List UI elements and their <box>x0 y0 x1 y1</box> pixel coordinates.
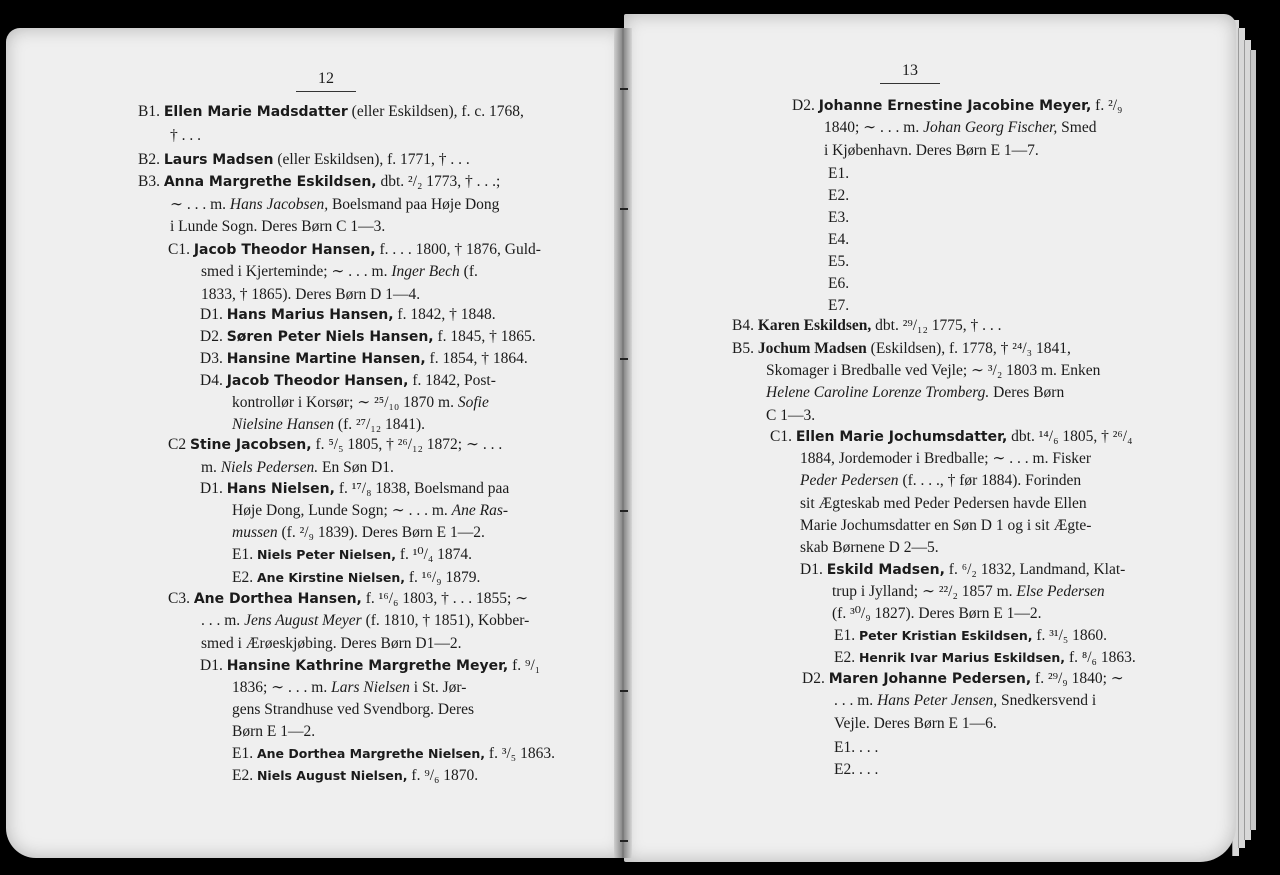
text-segment: D3. <box>200 350 227 367</box>
text-segment: i St. Jør- <box>409 679 467 696</box>
person-name: Stine Jacobsen, <box>189 437 312 453</box>
text-segment: i Lunde Sogn. Deres Børn C 1—3. <box>170 218 386 235</box>
left-text-line <box>168 591 528 607</box>
text-segment: f. ⁹/₆ 1870. <box>407 767 479 784</box>
text-segment: f. ¹⁰/₄ 1874. <box>395 546 473 563</box>
left-text-line <box>232 746 555 762</box>
text-segment: . . . m. <box>834 692 878 709</box>
right-text-line <box>824 120 1096 136</box>
text-segment: E2. <box>828 187 850 204</box>
person-name: Johanne Ernestine Jacobine Meyer, <box>818 98 1092 114</box>
text-segment: C1. <box>168 241 194 258</box>
right-text-line <box>766 385 1064 401</box>
binding-stitch <box>620 510 628 512</box>
left-text-line <box>201 460 394 476</box>
person-name: Jacob Theodor Hansen, <box>226 373 409 389</box>
text-segment: C2 <box>168 436 190 453</box>
right-text-line <box>824 143 1039 159</box>
right-text-line <box>732 318 1002 334</box>
left-text-line <box>201 264 478 280</box>
text-segment: skab Børnene D 2—5. <box>800 539 939 556</box>
text-segment: f. ⁸/₆ 1863. <box>1065 649 1136 666</box>
person-name: Hansine Kathrine Margrethe Meyer, <box>226 658 509 674</box>
text-segment: gens Strandhuse ved Svendborg. Deres <box>232 701 475 718</box>
person-name: Jochum Madsen <box>757 340 867 357</box>
text-segment: f. ¹⁶/₉ 1879. <box>405 569 481 586</box>
text-segment: E2. <box>232 767 257 784</box>
binding-stitch <box>620 840 628 842</box>
person-name: Ellen Marie Jochumsdatter, <box>795 429 1008 445</box>
right-text-line <box>834 740 878 756</box>
left-text-line <box>168 437 502 453</box>
text-segment: smed i Ærøeskjøbing. Deres Børn D1—2. <box>201 635 462 652</box>
text-segment: (f. ³⁰/₉ 1827). Deres Børn E 1—2. <box>832 605 1042 622</box>
person-name: Ane Kirstine Nielsen, <box>256 570 406 585</box>
right-text-line <box>834 628 1107 644</box>
spouse-name: Johan Georg Fischer, <box>923 119 1058 136</box>
left-text-line <box>170 128 201 144</box>
text-segment: E7. <box>828 297 850 314</box>
person-name: Niels August Nielsen, <box>256 768 408 783</box>
text-segment: C3. <box>168 590 194 607</box>
left-text-line <box>170 197 499 213</box>
text-segment: Skomager i Bredballe ved Vejle; ∼ ³/₂ 1803 m. Enken <box>766 362 1101 379</box>
text-segment: E1. <box>828 165 850 182</box>
right-text-line <box>828 276 849 292</box>
left-text-line <box>232 702 474 718</box>
right-text-line <box>832 606 1042 622</box>
text-segment: E2. <box>232 569 257 586</box>
right-text-line <box>800 518 1091 534</box>
text-segment: Boelsmand paa Høje Dong <box>328 196 500 213</box>
right-text-line <box>766 363 1100 379</box>
text-segment: ∼ . . . m. <box>170 196 230 213</box>
spouse-name: Helene Caroline Lorenze Tromberg. <box>766 384 990 401</box>
spouse-name: Niels Pedersen. <box>220 459 319 476</box>
left-text-line <box>201 636 461 652</box>
person-name: Hansine Martine Hansen, <box>226 351 426 367</box>
person-name: Ane Dorthea Margrethe Nielsen, <box>256 746 486 761</box>
text-segment: m. <box>201 459 221 476</box>
right-text-line <box>834 693 1096 709</box>
right-text-line <box>834 762 878 778</box>
text-segment: 1884, Jordemoder i Bredballe; ∼ . . . m. Fisker <box>800 450 1092 467</box>
text-segment: dbt. ²/₂ 1773, † . . .; <box>376 173 501 190</box>
text-segment: trup i Jylland; ∼ ²²/₂ 1857 m. <box>832 583 1017 600</box>
text-segment: dbt. ¹⁴/₆ 1805, † ²⁶/₄ <box>1007 428 1133 445</box>
spouse-name: Jens August Meyer <box>244 612 362 629</box>
right-text-line <box>828 232 849 248</box>
text-segment: D1. <box>200 306 227 323</box>
spouse-name: Hans Peter Jensen, <box>877 692 998 709</box>
text-segment: 1836; ∼ . . . m. <box>232 679 332 696</box>
text-segment: Smed <box>1057 119 1097 136</box>
left-text-line <box>232 724 315 740</box>
left-text-line <box>201 287 420 303</box>
text-segment: f. ¹⁷/₈ 1838, Boelsmand paa <box>334 480 510 497</box>
text-segment: f. ³/₅ 1863. <box>485 745 555 762</box>
right-text-line <box>828 166 849 182</box>
person-name: Maren Johanne Pedersen, <box>828 671 1032 687</box>
person-name: Anna Margrethe Eskildsen, <box>163 174 377 190</box>
person-name: Peter Kristian Eskildsen, <box>858 628 1033 643</box>
text-segment: E2. . . . <box>834 761 879 778</box>
text-segment: (f. . . ., † før 1884). Forinden <box>898 472 1082 489</box>
text-segment: E1. . . . <box>834 739 879 756</box>
right-text-line <box>732 341 1071 357</box>
right-text-line <box>828 298 849 314</box>
binding-stitch <box>620 690 628 692</box>
text-segment: Snedkersvend i <box>997 692 1097 709</box>
left-text-line <box>138 152 470 168</box>
text-segment: † . . . <box>170 127 201 144</box>
person-name: Søren Peter Niels Hansen, <box>226 329 434 345</box>
text-segment: f. 1845, † 1865. <box>433 328 536 345</box>
right-text-line <box>828 254 849 270</box>
left-text-line <box>170 219 385 235</box>
spouse-name: Sofie <box>457 394 489 411</box>
right-text-line <box>800 451 1091 467</box>
person-name: Ane Dorthea Hansen, <box>193 591 362 607</box>
left-text-line <box>232 570 480 586</box>
text-segment: B2. <box>138 151 164 168</box>
right-text-line <box>800 562 1125 578</box>
left-text-line <box>168 242 541 258</box>
left-text-line <box>232 503 508 519</box>
spouse-name: Inger Bech <box>391 263 460 280</box>
left-text-line <box>232 680 466 696</box>
right-text-line <box>832 584 1105 600</box>
text-segment: smed i Kjerteminde; ∼ . . . m. <box>201 263 392 280</box>
binding-stitch <box>620 88 628 90</box>
left-text-line <box>232 417 425 433</box>
person-name: Niels Peter Nielsen, <box>256 547 396 562</box>
book-gutter <box>614 28 632 858</box>
text-segment: E6. <box>828 275 850 292</box>
left-text-line <box>200 373 496 389</box>
person-name: Jacob Theodor Hansen, <box>193 242 376 258</box>
text-segment: (eller Eskildsen), f. c. 1768, <box>347 103 524 120</box>
left-text-line <box>200 658 540 674</box>
text-segment: B3. <box>138 173 164 190</box>
person-name: Hans Marius Hansen, <box>226 307 394 323</box>
right-text-line <box>800 496 1087 512</box>
text-segment: Høje Dong, Lunde Sogn; ∼ . . . m. <box>232 502 452 519</box>
text-segment: Deres Børn <box>989 384 1065 401</box>
text-segment: B4. <box>732 317 758 334</box>
binding-stitch <box>620 358 628 360</box>
text-segment: Vejle. Deres Børn E 1—6. <box>834 715 997 732</box>
text-segment: E1. <box>232 546 257 563</box>
text-segment: f. ⁶/₂ 1832, Landmand, Klat- <box>944 561 1126 578</box>
person-name: Karen Eskildsen, <box>757 317 872 334</box>
text-segment: f. 1842, † 1848. <box>393 306 496 323</box>
right-text-line <box>828 210 849 226</box>
left-text-line <box>232 395 489 411</box>
text-segment: 1833, † 1865). Deres Børn D 1—4. <box>201 286 421 303</box>
spouse-name: Lars Nielsen <box>331 679 410 696</box>
text-segment: B1. <box>138 103 164 120</box>
spouse-name: Else Pedersen <box>1016 583 1105 600</box>
text-segment: B5. <box>732 340 758 357</box>
text-segment: D1. <box>800 561 827 578</box>
text-segment: sit Ægteskab med Peder Pedersen havde Ellen <box>800 495 1087 512</box>
text-segment: En Søn D1. <box>318 459 394 476</box>
right-text-line <box>770 429 1133 445</box>
text-segment: (Eskildsen), f. 1778, † ²⁴/₃ 1841, <box>866 340 1071 357</box>
spouse-name: Hans Jacobsen, <box>229 196 329 213</box>
right-text-line <box>800 473 1081 489</box>
binding-stitch <box>620 208 628 210</box>
left-text-line <box>138 174 500 190</box>
person-name: Hans Nielsen, <box>226 481 335 497</box>
text-segment: (f. 1810, † 1851), Kobber- <box>361 612 530 629</box>
text-segment: f. ²/₉ <box>1091 97 1123 114</box>
text-segment: i Kjøbenhavn. Deres Børn E 1—7. <box>824 142 1039 159</box>
text-segment: E4. <box>828 231 850 248</box>
left-text-line <box>200 329 536 345</box>
text-segment: D4. <box>200 372 227 389</box>
left-text-line <box>200 351 528 367</box>
text-segment: E5. <box>828 253 850 270</box>
text-segment: f. . . . 1800, † 1876, Guld- <box>375 241 541 258</box>
left-text-line <box>200 481 509 497</box>
text-segment: E2. <box>834 649 859 666</box>
text-segment: C1. <box>770 428 796 445</box>
left-page-number: 12 <box>296 70 356 92</box>
person-name: Eskild Madsen, <box>826 562 945 578</box>
text-segment: D2. <box>802 670 829 687</box>
left-text-line <box>232 547 472 563</box>
spouse-name: mussen <box>232 524 278 541</box>
text-segment: f. ³¹/₅ 1860. <box>1032 627 1108 644</box>
right-text-line <box>802 671 1124 687</box>
right-text-line <box>828 188 849 204</box>
right-page-number: 13 <box>880 62 940 84</box>
spouse-name: Nielsine Hansen <box>232 416 335 433</box>
text-segment: (f. ²/₉ 1839). Deres Børn E 1—2. <box>277 524 485 541</box>
text-segment: kontrollør i Korsør; ∼ ²⁵/₁₀ 1870 m. <box>232 394 458 411</box>
right-text-line <box>766 408 815 424</box>
text-segment: f. ⁹/₁ <box>508 657 541 674</box>
text-segment: f. ⁵/₅ 1805, † ²⁶/₁₂ 1872; ∼ . . . <box>311 436 503 453</box>
text-segment: D1. <box>200 657 227 674</box>
text-segment: f. 1842, Post- <box>408 372 496 389</box>
text-segment: C 1—3. <box>766 407 816 424</box>
text-segment: f. 1854, † 1864. <box>425 350 528 367</box>
page-edge <box>1250 50 1256 830</box>
text-segment: D2. <box>792 97 819 114</box>
text-segment: E1. <box>834 627 859 644</box>
text-segment: . . . m. <box>201 612 245 629</box>
text-segment: E1. <box>232 745 257 762</box>
left-text-line <box>232 768 478 784</box>
right-text-line <box>792 98 1122 114</box>
text-segment: Børn E 1—2. <box>232 723 316 740</box>
text-segment: f. ²⁹/₉ 1840; ∼ <box>1031 670 1124 687</box>
text-segment: dbt. ²⁹/₁₂ 1775, † . . . <box>871 317 1002 334</box>
text-segment: E3. <box>828 209 850 226</box>
person-name: Henrik Ivar Marius Eskildsen, <box>858 650 1066 665</box>
left-text-line <box>138 104 524 120</box>
spouse-name: Ane Ras- <box>451 502 509 519</box>
text-segment: (f. <box>459 263 478 280</box>
text-segment: D2. <box>200 328 227 345</box>
right-text-line <box>800 540 939 556</box>
text-segment: f. ¹⁶/₆ 1803, † . . . 1855; ∼ <box>361 590 529 607</box>
text-segment: 1840; ∼ . . . m. <box>824 119 924 136</box>
text-segment: Marie Jochumsdatter en Søn D 1 og i sit Ægte- <box>800 517 1092 534</box>
person-name: Ellen Marie Madsdatter <box>163 104 348 120</box>
text-segment: (eller Eskildsen), f. 1771, † . . . <box>273 151 470 168</box>
text-segment: D1. <box>200 480 227 497</box>
spouse-name: Peder Pedersen <box>800 472 899 489</box>
person-name: Laurs Madsen <box>163 152 274 168</box>
right-text-line <box>834 716 997 732</box>
left-text-line <box>200 307 496 323</box>
right-text-line <box>834 650 1136 666</box>
left-text-line <box>201 613 529 629</box>
left-text-line <box>232 525 485 541</box>
text-segment: (f. ²⁷/₁₂ 1841). <box>334 416 426 433</box>
